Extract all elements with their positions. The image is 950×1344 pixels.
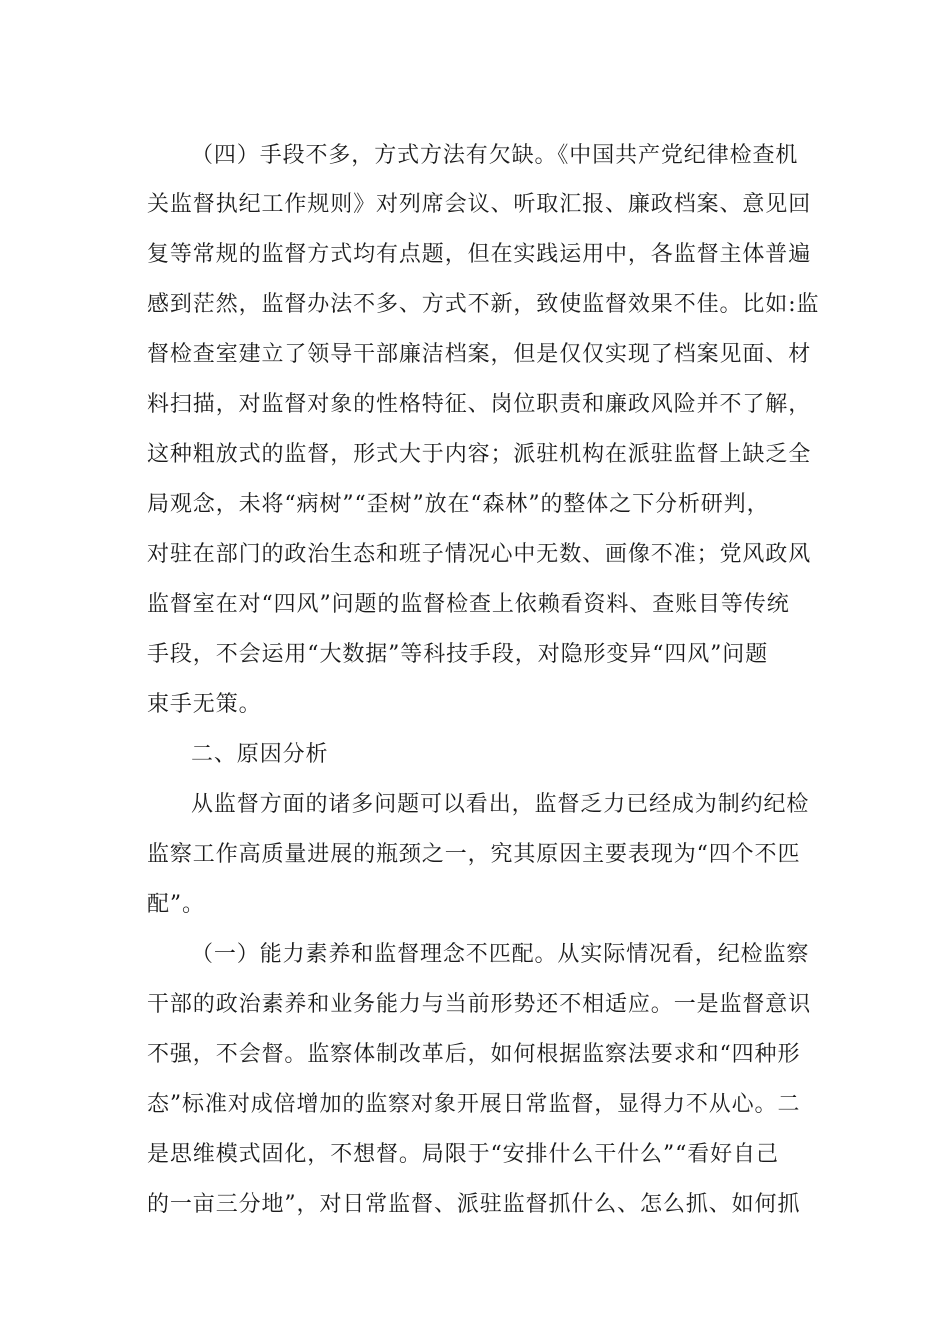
paragraph-4-line-2: 关监督执纪工作规则》对列席会议、听取汇报、廉政档案、意见回: [147, 192, 812, 217]
intro-paragraph-line-1: 从监督方面的诸多问题可以看出，监督乏力已经成为制约纪检: [191, 792, 810, 817]
paragraph-4-line-9: 对驻在部门的政治生态和班子情况心中无数、画像不准；党风政风: [147, 542, 812, 567]
paragraph-1-line-3: 不强，不会督。监察体制改革后，如何根据监察法要求和“四种形: [147, 1042, 801, 1067]
paragraph-4-line-5: 督检查室建立了领导干部廉洁档案，但是仅仅实现了档案见面、材: [147, 342, 812, 367]
paragraph-1-line-4: 态”标准对成倍增加的监察对象开展日常监督，显得力不从心。二: [147, 1092, 801, 1117]
paragraph-1-line-2: 干部的政治素养和业务能力与当前形势还不相适应。一是监督意识: [147, 992, 812, 1017]
intro-paragraph-line-2: 监察工作高质量进展的瓶颈之一，究其原因主要表现为“四个不匹: [147, 842, 801, 867]
paragraph-4-line-1: （四）手段不多，方式方法有欠缺。《中国共产党纪律检查机: [191, 143, 799, 168]
paragraph-4-line-10: 监督室在对“四风”问题的监督检查上依赖看资料、查账目等传统: [147, 592, 790, 617]
paragraph-1-line-1: （一）能力素养和监督理念不匹配。从实际情况看，纪检监察: [191, 942, 810, 967]
paragraph-4-line-6: 料扫描，对监督对象的性格特征、岗位职责和廉政风险并不了解，: [147, 392, 812, 417]
paragraph-4-line-4: 感到茫然，监督办法不多、方式不新，致使监督效果不佳。比如:监: [147, 292, 820, 317]
paragraph-4-line-12: 束手无策。: [147, 692, 262, 717]
intro-paragraph-line-3: 配”。: [147, 892, 205, 917]
paragraph-4-line-8: 局观念，未将“病树”“歪树”放在“森林”的整体之下分析研判，: [147, 492, 770, 517]
paragraph-1-line-6: 的一亩三分地”，对日常监督、派驻监督抓什么、怎么抓、如何抓: [147, 1192, 801, 1217]
section-heading: 二、原因分析: [191, 742, 329, 767]
paragraph-1-line-5: 是思维模式固化，不想督。局限于“安排什么干什么”“看好自己: [147, 1142, 779, 1167]
paragraph-4-line-7: 这种粗放式的监督，形式大于内容；派驻机构在派驻监督上缺乏全: [147, 442, 812, 467]
paragraph-4-line-3: 复等常规的监督方式均有点题，但在实践运用中，各监督主体普遍: [147, 242, 812, 267]
paragraph-4-line-11: 手段，不会运用“大数据”等科技手段，对隐形变异“四风”问题: [147, 642, 769, 667]
